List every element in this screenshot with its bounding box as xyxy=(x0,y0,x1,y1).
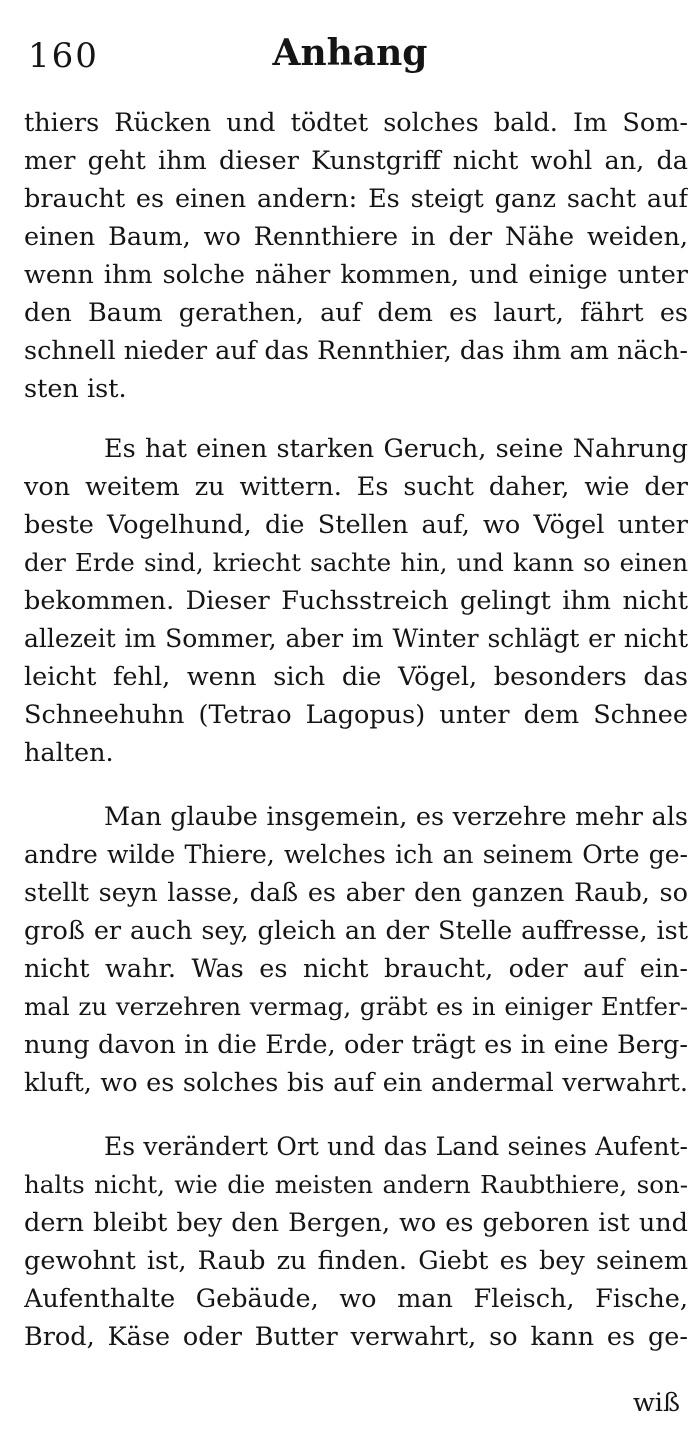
text-line: kluft, wo es solches bis auf ein andermal verwahrt. xyxy=(24,1068,688,1098)
text-line: mer geht ihm dieser Kunstgriff nicht wohl an, da xyxy=(24,146,688,176)
text-line: schnell nieder auf das Rennthier, das ihm am näch- xyxy=(24,336,688,366)
catchword: wiß xyxy=(632,1388,680,1418)
text-line: nung davon in die Erde, oder trägt es in eine Berg- xyxy=(24,1030,688,1060)
text-line: braucht es einen andern: Es steigt ganz sacht auf xyxy=(24,184,688,214)
text-line: einen Baum, wo Rennthiere in der Nähe weiden, xyxy=(24,222,688,252)
text-line: beste Vogelhund, die Stellen auf, wo Vögel unter xyxy=(24,510,688,540)
text-line: von weitem zu wittern. Es sucht daher, wie der xyxy=(24,472,688,502)
text-line: stellt seyn lasse, daß es aber den ganzen Raub, so xyxy=(24,878,688,908)
text-line: gewohnt ist, Raub zu finden. Giebt es bey seinem xyxy=(24,1246,688,1276)
text-line: mal zu verzehren vermag, gräbt es in einiger Entfer- xyxy=(24,992,688,1021)
text-line: dern bleibt bey den Bergen, wo es geboren ist und xyxy=(24,1208,688,1238)
text-line: andre wilde Thiere, welches ich an seinem Orte ge- xyxy=(24,840,688,869)
text-line: den Baum gerathen, auf dem es laurt, fährt es xyxy=(24,298,688,328)
text-line: wenn ihm solche näher kommen, und einige unter xyxy=(24,260,688,290)
text-line: bekommen. Dieser Fuchsstreich gelingt ihm nicht xyxy=(24,586,688,616)
page-header xyxy=(0,32,700,76)
text-line: halts nicht, wie die meisten andern Raubthiere, son- xyxy=(24,1170,688,1199)
page-number: 160 xyxy=(28,36,99,76)
text-line: Es hat einen starken Geruch, seine Nahrung xyxy=(104,434,688,464)
text-line: Brod, Käse oder Butter verwahrt, so kann es ge- xyxy=(24,1322,688,1352)
text-line: nicht wahr. Was es nicht braucht, oder auf ein- xyxy=(24,954,688,984)
text-line: sten ist. xyxy=(24,374,127,404)
text-line: halten. xyxy=(24,738,114,768)
text-line: allezeit im Sommer, aber im Winter schlägt er nicht xyxy=(24,624,688,653)
text-line: Aufenthalte Gebäude, wo man Fleisch, Fische, xyxy=(24,1284,688,1314)
text-line: Schneehuhn (Tetrao Lagopus) unter dem Schnee xyxy=(24,700,688,730)
text-line: thiers Rücken und tödtet solches bald. Im Som- xyxy=(24,108,688,138)
running-head: Anhang xyxy=(272,32,428,74)
text-line: der Erde sind, kriecht sachte hin, und kann so einen xyxy=(24,548,688,577)
text-line: Man glaube insgemein, es verzehre mehr als xyxy=(104,802,688,832)
text-line: leicht fehl, wenn sich die Vögel, besonders das xyxy=(24,662,688,692)
text-line: groß er auch sey, gleich an der Stelle auffresse, ist xyxy=(24,916,688,946)
text-line: Es verändert Ort und das Land seines Aufent- xyxy=(104,1132,688,1161)
